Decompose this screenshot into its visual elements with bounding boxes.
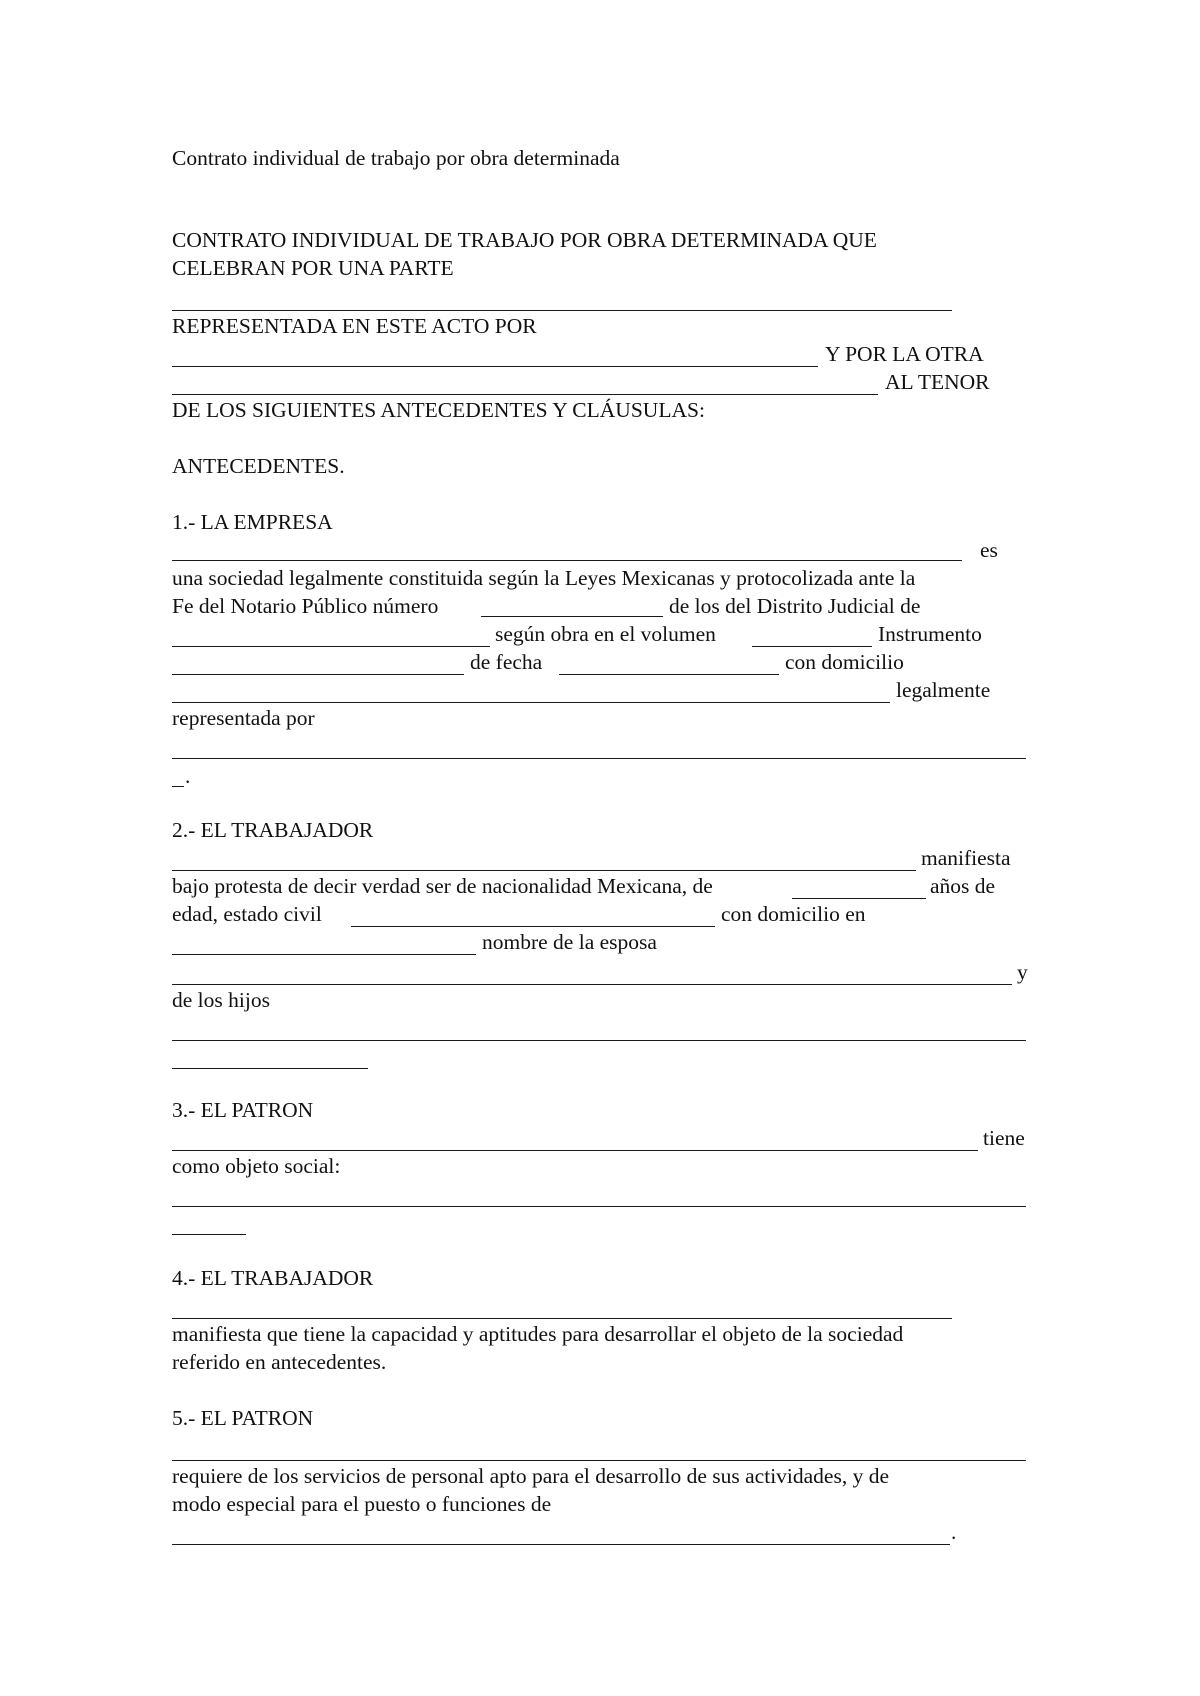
blank-party-name [172, 310, 952, 311]
children-label: de los hijos [172, 988, 270, 1012]
blank-age [792, 898, 926, 899]
district-label: de los del Distrito Judicial de [669, 594, 921, 618]
referred-line: referido en antecedentes. [172, 1350, 387, 1374]
section5-heading: 5.- EL PATRON [172, 1406, 314, 1430]
document-title: Contrato individual de trabajo por obra determinada [172, 146, 620, 170]
blank-date [559, 674, 779, 675]
blank-spouse-name [172, 984, 1012, 985]
domicile-label: con domicilio [785, 650, 904, 674]
blank-worker-name [172, 870, 916, 871]
section2-heading: 2.- EL TRABAJADOR [172, 818, 374, 842]
blank-children-line2 [172, 1068, 368, 1069]
es-label: es [980, 538, 998, 562]
section4-heading: 4.- EL TRABAJADOR [172, 1266, 374, 1290]
blank-district [172, 646, 490, 647]
represented-by-label: representada por [172, 706, 315, 730]
blank-employer-name-2 [172, 1460, 1026, 1461]
and-label: y [1017, 960, 1028, 984]
blank-other-party [172, 394, 878, 395]
blank-worker-domicile [172, 954, 476, 955]
al-tenor-label: AL TENOR [885, 370, 990, 394]
other-party-label: Y POR LA OTRA [825, 342, 984, 366]
blank-instrument [172, 674, 464, 675]
represented-label: REPRESENTADA EN ESTE ACTO POR [172, 314, 537, 338]
blank-volume [752, 646, 872, 647]
blank-notary-number [481, 616, 663, 617]
volume-label: según obra en el volumen [495, 622, 716, 646]
notary-label: Fe del Notario Público número [172, 594, 439, 618]
contract-heading-line1: CONTRATO INDIVIDUAL DE TRABAJO POR OBRA DETERMINADA QUE [172, 228, 877, 252]
blank-company-representative [172, 758, 1026, 759]
years-label: años de [930, 874, 996, 898]
worker-domicile-label: con domicilio en [721, 902, 866, 926]
capacity-line: manifiesta que tiene la capacidad y aptitudes para desarrollar el objeto de la sociedad [172, 1322, 904, 1346]
legally-label: legalmente [896, 678, 991, 702]
blank-corporate-purpose-line1 [172, 1206, 1026, 1207]
blank-employer-name [172, 1150, 978, 1151]
antecedents-heading: ANTECEDENTES. [172, 454, 345, 478]
blank-representative [172, 366, 818, 367]
society-line: una sociedad legalmente constituida según la Leyes Mexicanas y protocolizada ante la [172, 566, 916, 590]
services-line: requiere de los servicios de personal apto para el desarrollo de sus actividades, y de [172, 1464, 890, 1488]
declares-label: manifiesta [921, 846, 1011, 870]
instrument-label: Instrumento [878, 622, 982, 646]
section1-end-mark: . [185, 764, 191, 788]
blank-corporate-purpose-line2 [172, 1234, 246, 1235]
has-label: tiene [983, 1126, 1025, 1150]
blank-company-domicile [172, 702, 890, 703]
blank-worker-name-2 [172, 1318, 952, 1319]
blank-representative-end [172, 786, 184, 787]
functions-line: modo especial para el puesto o funciones de [172, 1492, 552, 1516]
blank-children-line1 [172, 1040, 1026, 1041]
section3-heading: 3.- EL PATRON [172, 1098, 314, 1122]
marital-status-label: edad, estado civil [172, 902, 322, 926]
section1-heading: 1.- LA EMPRESA [172, 510, 333, 534]
nationality-line: bajo protesta de decir verdad ser de nacionalidad Mexicana, de [172, 874, 713, 898]
blank-position [172, 1544, 950, 1545]
corporate-purpose-label: como objeto social: [172, 1154, 341, 1178]
blank-marital-status [351, 926, 715, 927]
spouse-name-label: nombre de la esposa [482, 930, 657, 954]
antecedents-clauses-line: DE LOS SIGUIENTES ANTECEDENTES Y CLÁUSULAS: [172, 398, 705, 422]
section5-end-mark: . [951, 1520, 957, 1544]
blank-company-name [172, 560, 962, 561]
contract-heading-line2: CELEBRAN POR UNA PARTE [172, 256, 454, 280]
date-label: de fecha [470, 650, 543, 674]
